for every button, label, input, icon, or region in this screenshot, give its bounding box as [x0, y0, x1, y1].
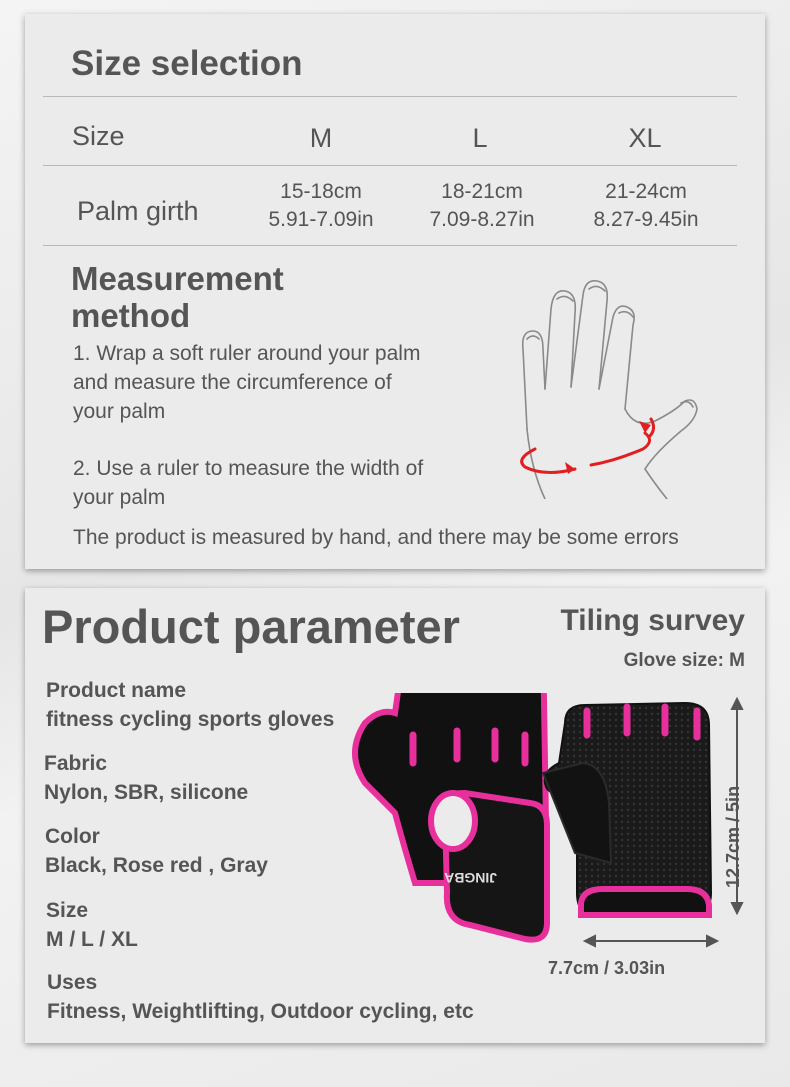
hand-measurement-illustration	[485, 269, 705, 499]
girth-m-cm: 15-18cm	[280, 180, 362, 203]
param-color	[45, 822, 268, 880]
param-value: M / L / XL	[46, 928, 138, 951]
glove-brand-label: JINGBA	[444, 870, 497, 886]
measurement-title-line1: Measurement	[71, 260, 284, 297]
palm-girth-row-label: Palm girth	[77, 196, 199, 226]
glove-height-dimension: 12.7cm / 5in	[723, 785, 743, 888]
girth-xl-in: 8.27-9.45in	[593, 208, 699, 231]
glove-width-dimension: 7.7cm / 3.03in	[548, 958, 666, 978]
product-parameter-card	[25, 588, 765, 1043]
measurement-method-title	[71, 260, 371, 334]
girth-xl-cm: 21-24cm	[605, 180, 687, 203]
measurement-title-line2: method	[71, 297, 191, 334]
glove-size-label: Glove size: M	[623, 650, 745, 671]
measurement-step-2: 2. Use a ruler to measure the width of your palm	[73, 457, 424, 509]
size-selection-card	[25, 14, 765, 569]
divider	[43, 165, 737, 166]
measurement-step-1: 1. Wrap a soft ruler around your palm and measure the circumference of your palm	[73, 342, 421, 423]
glove-right	[543, 703, 711, 915]
size-row-label: Size	[72, 121, 125, 151]
param-size	[46, 896, 138, 954]
size-selection-title: Size selection	[71, 44, 303, 83]
girth-m	[246, 178, 396, 234]
girth-xl	[571, 178, 721, 234]
measurement-note: The product is measured by hand, and there may be some errors	[73, 526, 679, 549]
size-header-m: M	[309, 123, 333, 153]
param-label: Color	[45, 825, 100, 848]
size-header-l: L	[472, 123, 488, 153]
param-label: Uses	[47, 971, 98, 994]
param-label: Size	[46, 899, 89, 922]
param-fabric	[44, 749, 248, 807]
divider	[43, 245, 737, 246]
girth-m-in: 5.91-7.09in	[268, 208, 374, 231]
param-value: Nylon, SBR, silicone	[44, 781, 249, 804]
glove-left	[355, 693, 547, 940]
product-parameter-title: Product parameter	[42, 600, 460, 653]
param-value: Fitness, Weightlifting, Outdoor cycling, etc	[47, 1000, 474, 1023]
param-label: Fabric	[44, 752, 108, 775]
girth-l	[407, 178, 557, 234]
glove-product-image	[325, 693, 745, 993]
divider	[43, 96, 737, 97]
girth-l-cm: 18-21cm	[441, 180, 523, 203]
param-label: Product name	[46, 679, 187, 702]
size-header-xl: XL	[628, 123, 662, 153]
tiling-survey-title: Tiling survey	[560, 604, 745, 637]
param-value: fitness cycling sports gloves	[46, 708, 335, 731]
param-product-name	[46, 676, 334, 734]
param-value: Black, Rose red , Gray	[45, 854, 268, 877]
girth-l-in: 7.09-8.27in	[429, 208, 535, 231]
